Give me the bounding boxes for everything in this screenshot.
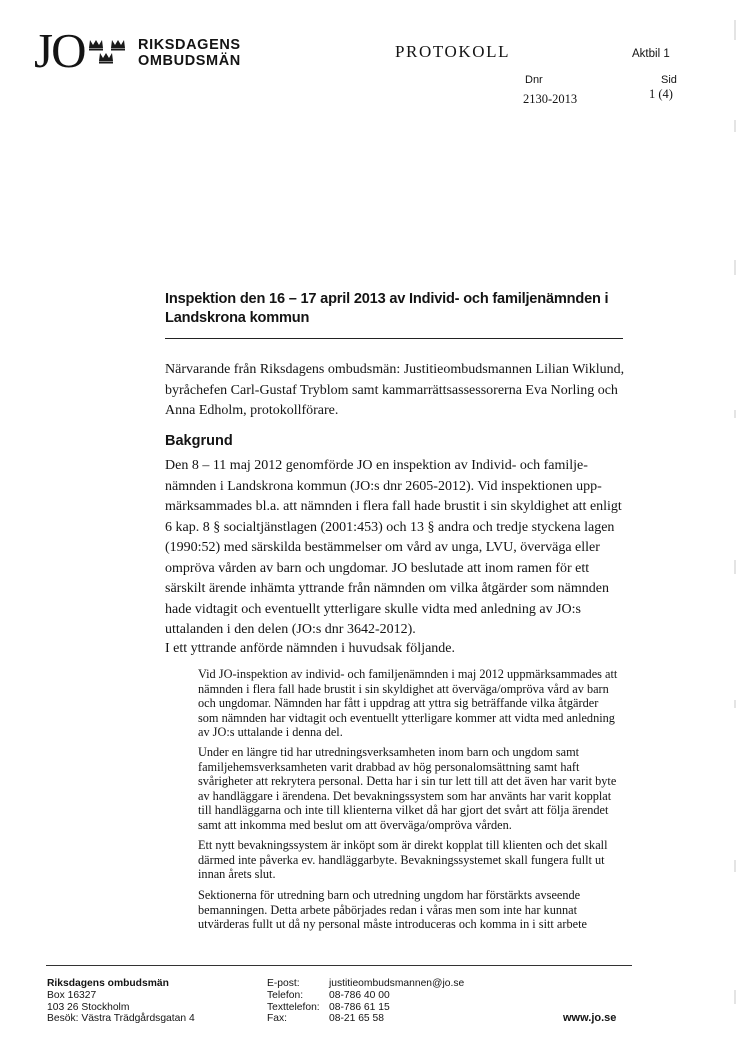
- fax-label: Fax:: [267, 1013, 288, 1025]
- textphone-value: 08-786 61 15: [329, 1001, 390, 1013]
- intro-paragraph: I ett yttrande anförde nämnden i huvudsak följande.: [165, 641, 456, 656]
- logo-line2: OMBUDSMÄN: [138, 53, 241, 69]
- footer-address: [47, 978, 195, 1025]
- logo-line1: RIKSDAGENS: [138, 37, 241, 53]
- document-title: Inspektion den 16 – 17 april 2013 av Individ- och familjenämnden i Landskrona kommun: [165, 291, 609, 326]
- footer-contact: [267, 978, 464, 1025]
- three-crowns-icon: [88, 37, 132, 67]
- footer-divider: [46, 965, 632, 966]
- website-link[interactable]: www.jo.se: [563, 1012, 617, 1024]
- footer-visit: Besök: Västra Trädgårdsgatan 4: [47, 1013, 195, 1025]
- email-label: E-post:: [267, 978, 300, 989]
- logo-jo-letters: JO: [34, 23, 85, 78]
- footer-postal: 103 26 Stockholm: [47, 1001, 130, 1013]
- quote-paragraph: Vid JO-inspektion av individ- och familjenämnden i maj 2012 uppmärksammades att nämnden i flera fall hade brustit i sin skyldighet att överväga/ompröva vård av barn och ungdomar. Nämnden har fått i uppdrag att yttra sig beträffande vilka åtgärder som nämnden har vidtagit och eventuellt ytterligare kommer att vidta med anledning av JO:s uttalande i denna del.: [198, 667, 618, 740]
- dnr-value: 2130-2013: [523, 92, 578, 106]
- phone-label: Telefon:: [267, 989, 304, 1001]
- textphone-label: Texttelefon:: [267, 1001, 320, 1013]
- sid-value: 1 (4): [649, 87, 673, 101]
- quote-paragraph: Ett nytt bevakningssystem är inköpt som är direkt kopplat till klienten och det skall därmed inte påverka ev. handläggarbyte. Bevakningssystemet skall fungera fullt ut innan årets slut.: [198, 838, 608, 882]
- fax-value: 08-21 65 58: [329, 1013, 384, 1025]
- background-paragraph: Den 8 – 11 maj 2012 genomförde JO en inspektion av Individ- och familje-nämnden i Landskrona kommun (JO:s dnr 2605-2012). Vid inspektionen upp-märksammades bl.a. att nämnden i flera fall hade brustit i sin skyldighet att enligt 6 kap. 8 § socialtjänstlagen (2001:453) och 13 § andra och tredje styckena lagen (1990:52) med särskilda bestämmelser om vård av unga, LVU, överväga eller ompröva vården av barn och ungdomar. JO beslutade att inom ramen för ett särskilt ärende inhämta yttrande från nämnden om vilka åtgärder som nämnden hade vidtagit och eventuellt ytterligare skulle vidta med anledning av JO:s uttalanden i den delen (JO:s dnr 3642-2012).: [165, 458, 622, 637]
- email-link[interactable]: justitieombudsmannen@jo.se: [329, 978, 465, 989]
- phone-value: 08-786 40 00: [329, 989, 390, 1001]
- footer-org-name: Riksdagens ombudsmän: [47, 978, 169, 989]
- dnr-label: Dnr: [525, 74, 543, 86]
- aktbil-label: Aktbil 1: [632, 48, 670, 60]
- present-paragraph: Närvarande från Riksdagens ombudsmän: Justitieombudsmannen Lilian Wiklund, byråchefen Carl-Gustaf Tryblom samt kammarrättsassessorerna Eva Norling och Anna Edholm, protokollförare.: [165, 362, 625, 418]
- quote-paragraph: Under en längre tid har utredningsverksamheten inom barn och ungdom samt familjehemsverksamheten varit drabbad av hög personalomsättning samt haft svårigheter att rekrytera personal. Detta har i sin tur lett till att det även har varit byte av handläggare i ärendena. Det bevakningssystem som har använts har varit kopplat till handläggarna och inte till klienterna vilket då har gjort det svårt att följa ärendet samt att inkomma med beslut om att överväga/ompröva vården.: [198, 745, 617, 832]
- document-type: PROTOKOLL: [395, 42, 511, 61]
- scan-edge-marks: [732, 0, 738, 1051]
- quote-paragraph: Sektionerna för utredning barn och utredning ungdom har förstärkts avseende bemanningen. Detta arbete påbörjades redan i våras men som inte har kunnat utvärderas fullt ut då ny personal måste introduceras och komma in i sitt arbete: [198, 888, 587, 932]
- sid-label: Sid: [661, 74, 677, 86]
- footer-box: Box 16327: [47, 989, 97, 1001]
- section-heading: Bakgrund: [165, 433, 233, 449]
- title-divider: [165, 338, 623, 339]
